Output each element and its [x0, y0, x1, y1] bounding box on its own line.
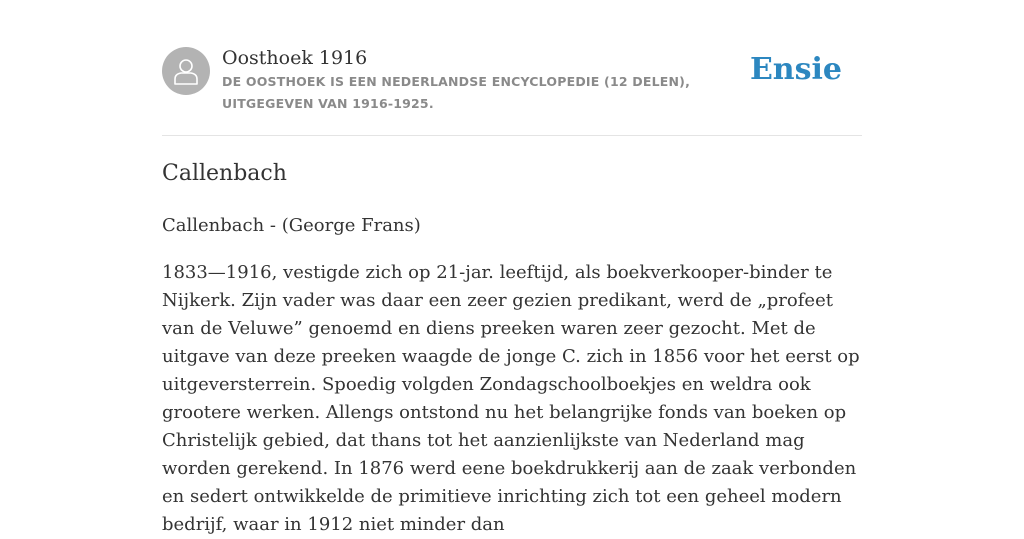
brand-logo[interactable]: Ensie — [749, 52, 842, 87]
article-title: Callenbach — [162, 161, 287, 186]
page — [162, 0, 862, 535]
user-icon — [173, 57, 199, 85]
avatar[interactable] — [162, 47, 210, 95]
source-title[interactable]: Oosthoek 1916 — [222, 47, 368, 69]
source-header — [162, 0, 862, 136]
source-info — [222, 45, 762, 115]
source-description: DE OOSTHOEK IS EEN NEDERLANDSE ENCYCLOPEDIE (12 DELEN), UITGEGEVEN VAN 1916-1925. — [222, 74, 691, 111]
article-body: 1833—1916, vestigde zich op 21-jar. leeftijd, als boekverkooper-binder te Nijkerk. Zijn vader was daar een zeer gezien predikant, werd de „profeet van de Veluwe” genoemd en diens preeken waren zeer gezocht. Met de uitgave van deze preeken waagde de jonge C. zich in 1856 voor het eerst op uitgeversterrein. Spoedig volgden Zondagschoolboekjes en weldra ook grootere werken. Allengs ontstond nu het belangrijke fonds van boeken op Christelijk gebied, dat thans tot het aanzienlijkste van Nederland mag worden gerekend. In 1876 werd eene boekdrukkerij aan de zaak verbonden en sedert ontwikkelde de primitieve inrichting zich tot een geheel modern bedrijf, waar in 1912 niet minder dan — [162, 262, 860, 535]
article-subheading: Callenbach - (George Frans) — [162, 215, 421, 236]
